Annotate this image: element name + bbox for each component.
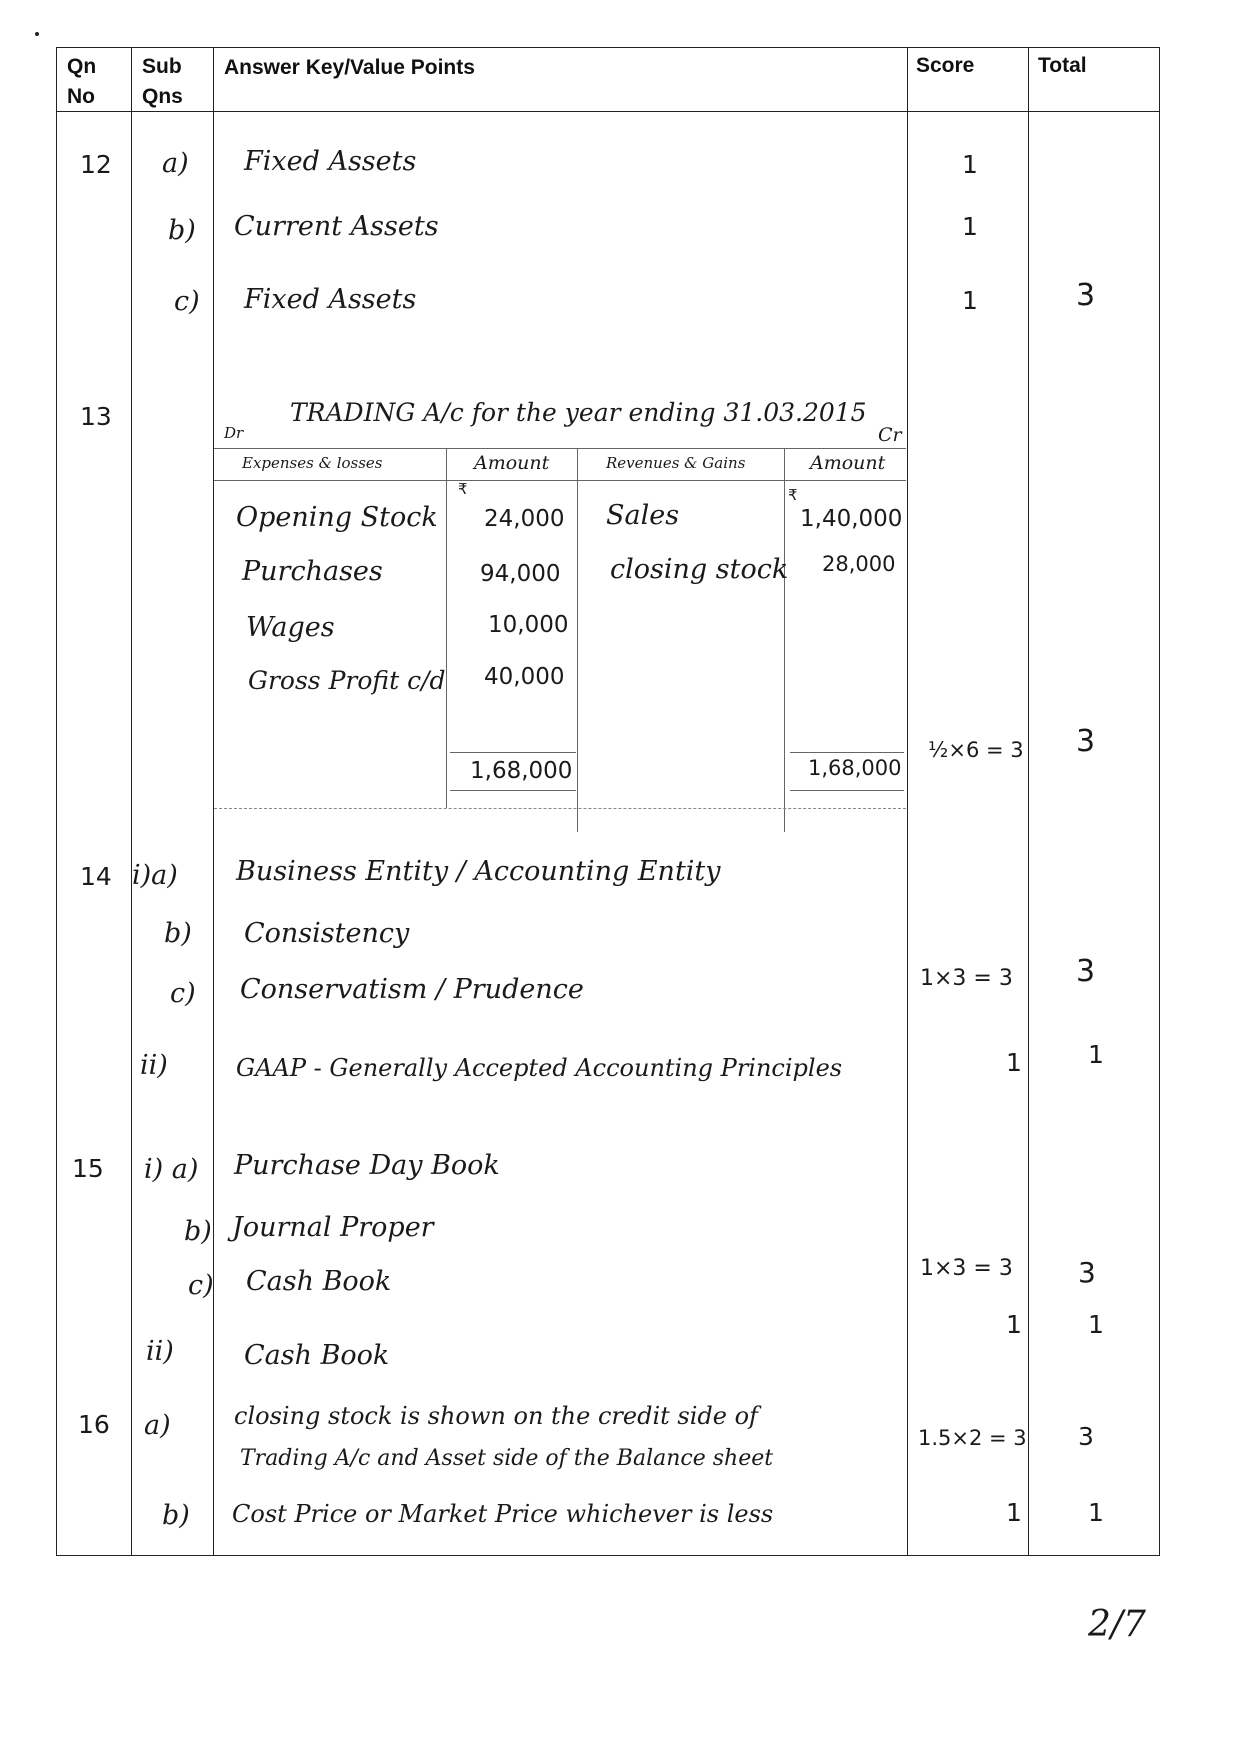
q12-c-label: c)	[174, 286, 200, 317]
q13-debit-amount-1: 24,000	[484, 506, 565, 532]
q15-ii-label: ii)	[146, 1336, 174, 1367]
q16-a-label: a)	[144, 1410, 171, 1441]
q16-a-answer-line2: Trading A/c and Asset side of the Balance sheet	[240, 1446, 774, 1471]
q16-b-label: b)	[162, 1500, 190, 1531]
q13-credit-total-bottom	[790, 790, 904, 791]
q14-ia-label: i)a)	[132, 860, 178, 891]
q15-c-label: c)	[188, 1270, 214, 1301]
header-score: Score	[916, 54, 975, 77]
q15-b-label: b)	[184, 1216, 212, 1247]
q13-trading-title: TRADING A/c for the year ending 31.03.2015	[290, 398, 867, 427]
q13-credit-item-1: Sales	[606, 500, 680, 531]
header-answer-key: Answer Key/Value Points	[224, 56, 475, 79]
table-top-border	[56, 47, 1160, 48]
q13-number: 13	[80, 402, 112, 431]
q13-debit-item-1: Opening Stock	[236, 502, 438, 533]
q13-debit-item-4: Gross Profit c/d	[248, 666, 446, 695]
q13-table-bottom	[214, 808, 906, 809]
q13-rupee-cr: ₹	[788, 486, 798, 504]
q15-c-answer: Cash Book	[246, 1266, 392, 1297]
q13-credit-total: 1,68,000	[808, 756, 902, 780]
q16-number: 16	[78, 1410, 110, 1439]
q12-b-answer: Current Assets	[234, 211, 439, 242]
q13-col-expenses: Expenses & losses	[242, 454, 383, 472]
q13-col-revenues: Revenues & Gains	[606, 454, 746, 472]
q12-a-score: 1	[962, 150, 978, 179]
q13-table-head-bottom	[214, 480, 906, 481]
q16-b-total: 1	[1088, 1498, 1104, 1527]
q15-b-answer: Journal Proper	[232, 1212, 434, 1243]
q13-debit-item-3: Wages	[246, 612, 335, 643]
q12-number: 12	[80, 150, 112, 179]
q13-debit-amount-4: 40,000	[484, 664, 565, 690]
q13-rupee-dr: ₹	[458, 480, 468, 498]
q13-credit-amount-2: 28,000	[822, 552, 896, 576]
header-sub-qns: Sub Qns	[142, 55, 183, 108]
stray-mark	[35, 32, 39, 36]
q13-cr-label: Cr	[878, 424, 902, 446]
q16-b-answer: Cost Price or Market Price whichever is less	[232, 1500, 774, 1528]
q14-i-total: 3	[1076, 954, 1096, 989]
q15-ii-total: 1	[1088, 1310, 1104, 1339]
col-border-sub	[213, 47, 214, 1555]
q15-i-score: 1×3 = 3	[920, 1256, 1013, 1281]
q15-ii-score: 1	[1006, 1310, 1022, 1339]
q16-b-score: 1	[1006, 1498, 1022, 1527]
q15-ii-answer: Cash Book	[244, 1340, 390, 1371]
q16-a-total: 3	[1078, 1422, 1094, 1451]
q14-c-answer: Conservatism / Prudence	[240, 974, 584, 1005]
header-qn-no: Qn No	[67, 55, 97, 108]
q14-b-answer: Consistency	[244, 918, 410, 949]
q13-col-div-1	[446, 448, 447, 808]
q16-a-score: 1.5×2 = 3	[918, 1426, 1027, 1450]
q14-ii-total: 1	[1088, 1040, 1104, 1069]
q13-col-div-3	[784, 448, 785, 832]
col-border-answer	[907, 47, 908, 1555]
q13-col-amount-dr: Amount	[474, 452, 550, 474]
header-bottom-border	[56, 111, 1160, 112]
header-total: Total	[1038, 54, 1087, 77]
q16-a-answer-line1: closing stock is shown on the credit side of	[234, 1402, 758, 1430]
q13-score: ½×6 = 3	[928, 738, 1024, 762]
q14-number: 14	[80, 862, 112, 891]
q14-b-label: b)	[164, 918, 192, 949]
q13-total: 3	[1076, 724, 1096, 759]
q13-col-amount-cr: Amount	[810, 452, 886, 474]
table-bottom-border	[56, 1555, 1160, 1556]
col-border-right	[1159, 47, 1160, 1555]
q13-credit-amount-1: 1,40,000	[800, 506, 903, 532]
q15-i-total: 3	[1078, 1256, 1096, 1289]
q12-a-answer: Fixed Assets	[244, 146, 417, 177]
q13-credit-total-top	[790, 752, 904, 753]
col-border-left	[56, 47, 57, 1555]
q12-a-label: a)	[162, 148, 189, 179]
page-number: 2/7	[1088, 1604, 1146, 1645]
q12-b-score: 1	[962, 212, 978, 241]
col-border-qn	[131, 47, 132, 1555]
q13-debit-total-bottom	[450, 790, 576, 791]
q12-c-answer: Fixed Assets	[244, 284, 417, 315]
q13-debit-amount-2: 94,000	[480, 561, 561, 587]
q12-c-score: 1	[962, 286, 978, 315]
q13-dr-label: Dr	[224, 424, 244, 442]
q14-ii-label: ii)	[140, 1050, 168, 1081]
q14-c-label: c)	[170, 978, 196, 1009]
q13-table-top	[214, 448, 906, 449]
q12-total: 3	[1076, 278, 1096, 313]
col-border-score	[1028, 47, 1029, 1555]
q14-i-score: 1×3 = 3	[920, 966, 1013, 991]
q14-ii-answer: GAAP - Generally Accepted Accounting Principles	[236, 1054, 843, 1082]
q15-ia-label: i) a)	[144, 1154, 199, 1185]
q15-ia-answer: Purchase Day Book	[234, 1150, 500, 1181]
q15-number: 15	[72, 1154, 104, 1183]
q12-b-label: b)	[168, 215, 196, 246]
q14-ia-answer: Business Entity / Accounting Entity	[236, 856, 721, 887]
q13-debit-amount-3: 10,000	[488, 612, 569, 638]
q13-debit-total: 1,68,000	[470, 758, 573, 784]
q13-debit-item-2: Purchases	[242, 556, 383, 587]
q13-credit-item-2: closing stock	[610, 554, 789, 585]
q13-debit-total-top	[450, 752, 576, 753]
q13-col-div-2	[577, 448, 578, 832]
q14-ii-score: 1	[1006, 1048, 1022, 1077]
